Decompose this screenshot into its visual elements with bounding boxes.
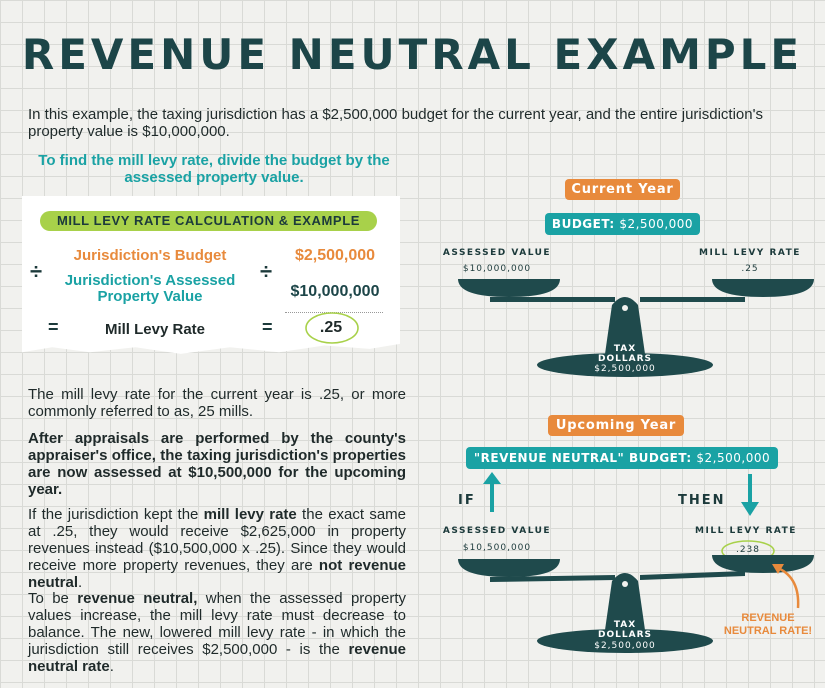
upcoming-tax-value: $2,500,000 bbox=[594, 641, 656, 651]
revenue-neutral-callout: REVENUE NEUTRAL RATE! bbox=[723, 612, 813, 637]
upcoming-budget-badge: "REVENUE NEUTRAL" BUDGET: $2,500,000 bbox=[466, 447, 778, 469]
paragraph-current-rate: The mill levy rate for the current year is .25, or more commonly referred to as, 25 mills. bbox=[28, 386, 406, 420]
calculation-tip: To find the mill levy rate, divide the budget by the assessed property value. bbox=[38, 152, 390, 186]
down-arrow-icon bbox=[738, 472, 762, 518]
current-rate-value: .25 bbox=[741, 264, 759, 274]
paragraph-not-neutral: If the jurisdiction kept the mill levy rate the exact same at .25, they would receive $2,625,000 in property revenues instead ($10,500,000 x .25). Since they would receive more property revenues, they are not revenue neutral. bbox=[28, 506, 407, 591]
current-tax-value: $2,500,000 bbox=[594, 364, 656, 374]
current-assessed-value: $10,000,000 bbox=[462, 264, 532, 274]
upcoming-tax-label: TAX DOLLARS bbox=[598, 620, 652, 640]
calculation-card-title: MILL LEVY RATE CALCULATION & EXAMPLE bbox=[40, 211, 377, 231]
if-label: IF bbox=[458, 493, 476, 508]
result-label: Mill Levy Rate bbox=[104, 321, 206, 338]
paragraph-appraisal: After appraisals are performed by the county's appraiser's office, the taxing jurisdiction's properties are now assessed at $10,500,000 for the upcoming year. bbox=[28, 430, 406, 498]
then-label: THEN bbox=[678, 493, 726, 508]
current-rate-label: MILL LEVY RATE bbox=[699, 248, 801, 258]
divide-sign-right: ÷ bbox=[260, 259, 273, 284]
budget-value: $2,500,000 bbox=[294, 247, 376, 264]
intro-text: In this example, the taxing jurisdiction has a $2,500,000 budget for the current year, and the entire jurisdiction's property value is $10,000,000. bbox=[28, 106, 763, 140]
up-arrow-icon bbox=[480, 470, 504, 514]
current-year-heading: Current Year bbox=[565, 179, 680, 200]
curved-arrow-icon bbox=[768, 560, 810, 612]
paragraph-revenue-neutral: To be revenue neutral, when the assessed property values increase, the mill levy rate must decrease to balance. The new, lowered mill levy rate - in which the jurisdiction still receives $2,500,000 - is the revenue neutral rate. bbox=[28, 590, 406, 675]
equals-sign-right: = bbox=[262, 317, 273, 337]
budget-label: Jurisdiction's Budget bbox=[73, 247, 227, 264]
current-tax-label: TAX DOLLARS bbox=[598, 344, 652, 364]
divide-sign: ÷ bbox=[30, 259, 43, 284]
current-assessed-label: ASSESSED VALUE bbox=[442, 248, 552, 258]
property-value-label: Jurisdiction's Assessed Property Value bbox=[64, 272, 236, 305]
upcoming-assessed-value: $10,500,000 bbox=[462, 543, 532, 553]
upcoming-rate-label: MILL LEVY RATE bbox=[695, 526, 797, 536]
property-value-value: $10,000,000 bbox=[290, 283, 380, 300]
equals-sign: = bbox=[48, 317, 59, 337]
current-budget-badge: BUDGET: $2,500,000 bbox=[545, 213, 700, 235]
result-value: .25 bbox=[319, 319, 343, 336]
upcoming-year-heading: Upcoming Year bbox=[548, 415, 684, 436]
upcoming-rate-value: .238 bbox=[735, 545, 761, 555]
page-title: REVENUE NEUTRAL EXAMPLE bbox=[21, 30, 804, 79]
upcoming-assessed-label: ASSESSED VALUE bbox=[442, 526, 552, 536]
